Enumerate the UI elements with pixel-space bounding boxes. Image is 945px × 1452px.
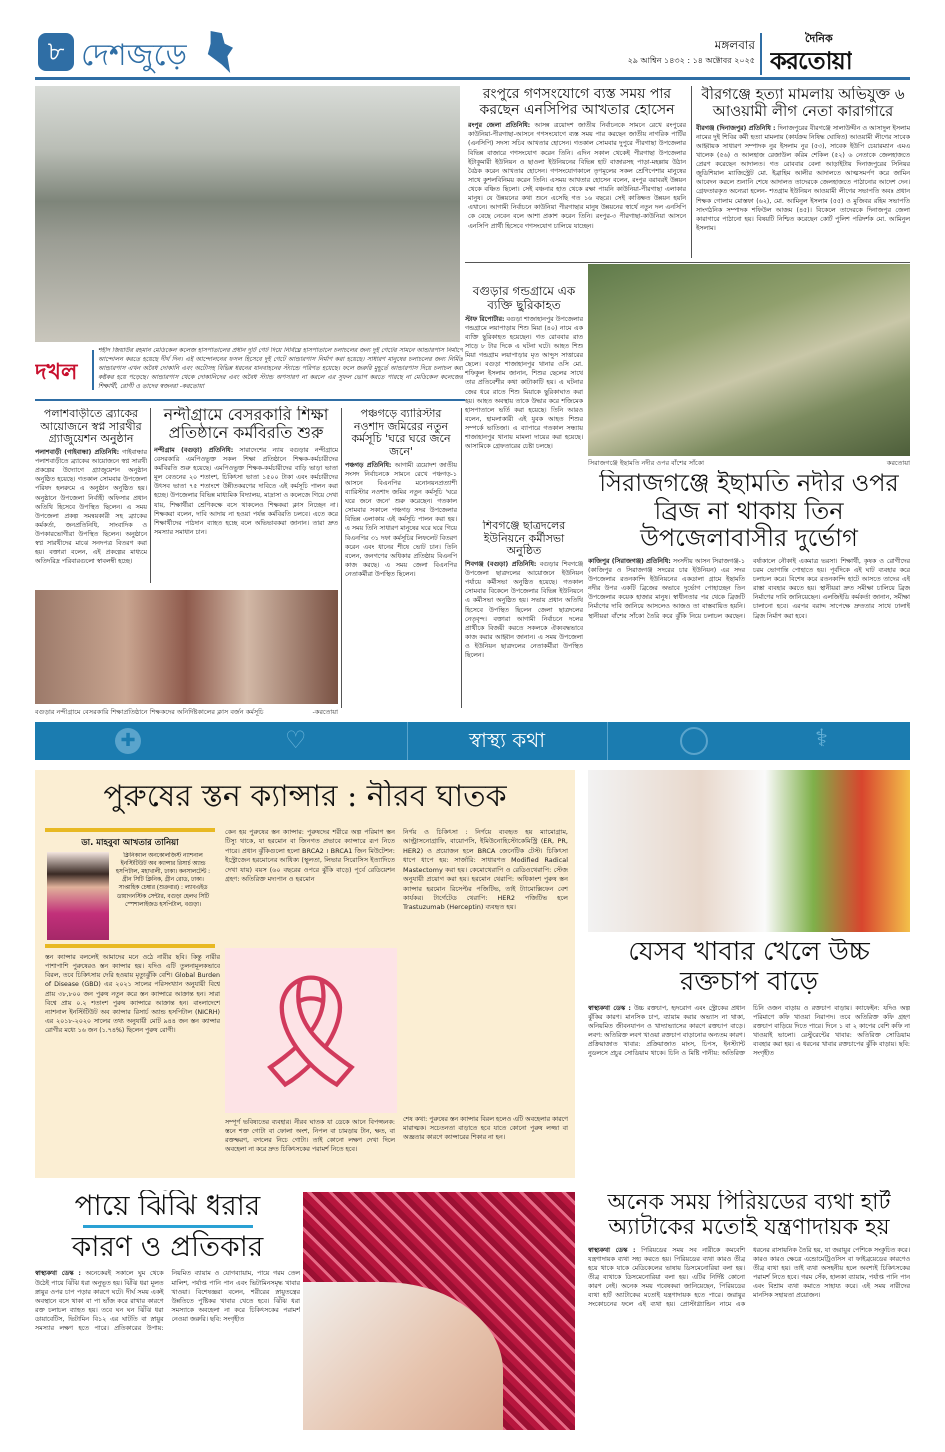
byline: স্টাফ রিপোর্টার: xyxy=(465,315,505,323)
blood-pressure-photo xyxy=(588,770,910,932)
byline: রংপুর জেলা প্রতিনিধি: xyxy=(468,122,531,130)
author-name: ডা. মাহবুবা আখতার তানিয়া xyxy=(81,838,179,848)
nandigram-photo-caption: বগুড়ার নন্দীগ্রামে বেসরকারি শিক্ষাপ্রতিষ্ঠানে শিক্ষকদের অনির্দিষ্টকালের ক্লাস বর্জন কর্মসূচি -করতোয়া xyxy=(35,708,338,716)
story-panchagarh: পঞ্চগড়ে ব্যারিস্টার নওশাদ জমিরের নতুন কর্মসূচি 'ঘরে ঘরে জনে জনে' পঞ্চগড় প্রতিনিধি: আগামী ত্রয়োদশ জাতীয় সংসদ নির্বাচনকে সামনে রেখে পঞ্চগড়-১ আসনে বিএনপির মনোনয়নপ্রত্যাশী ব্যারিস্টার নওশাদ জমির নতুন কর্মসূচি 'ঘরে ঘরে জনে জনে' শুরু করেছেন। গতকাল সোমবার সকালে পঞ্চগড় সদর উপজেলার বিভিন্ন এলাকায় এই কর্মসূচি পালন করা হয়। এ সময় তিনি সাধারণ মানুষের ঘরে ঘরে গিয়ে বিএনপির ৩১ দফা কর্মসূচির লিফলেট বিতরণ করেন এবং ধানের শীষে ভোট চান। তিনি বলেন, জনগণের অধিকার প্রতিষ্ঠায় বিএনপি কাজ করছে। এ সময় জেলা বিএনপির নেতাকর্মীরা উপস্থিত ছিলেন। xyxy=(345,408,457,579)
story-birganj xyxy=(696,86,910,260)
headline-line-1: পায়ে ঝিঁঝি ধরার xyxy=(74,1190,261,1222)
author-photo xyxy=(47,852,109,940)
headline: অনেক সময় পিরিয়ডের ব্যথা হার্ট অ্যাটাকের মতোই যন্ত্রণাদায়ক হয় xyxy=(607,1190,891,1241)
underpass-photo xyxy=(35,86,460,342)
story-palashbari: পলাশবাড়ীতে ব্র্যাকের আয়োজনে স্বপ্ন সারথীর গ্র্যাজুয়েশন অনুষ্ঠান পলাশবাড়ী (গাইবান্ধা) প্রতিনিধি: গাইবান্ধার পলাশবাড়ীতে ব্র্যাকের আয়োজনে স্বপ্ন সারথী প্রকল্পের উদ্যোগে গ্র্যাজুয়েশন অনুষ্ঠান অনুষ্ঠিত হয়েছে। গতকাল সোমবার উপজেলা পরিষদ হলরুমে এ অনুষ্ঠান অনুষ্ঠিত হয়। অনুষ্ঠানে উপজেলা নির্বাহী অফিসার প্রধান অতিথি হিসেবে উপস্থিত ছিলেন। এ সময় উপজেলা প্রকল্প সমন্বয়কারী সহ ব্র্যাকের কর্মকর্তা, জনপ্রতিনিধি, সাংবাদিক ও উপকারভোগীরা উপস্থিত ছিলেন। অনুষ্ঠানে স্বপ্ন সারথীদের মাঝে সনদপত্র বিতরণ করা হয়। বক্তারা বলেন, এই প্রকল্পের মাধ্যমে অতিদরিদ্র পরিবারগুলো স্বাবলম্বী হচ্ছে। xyxy=(35,408,147,566)
paper-logo: করতোয়া xyxy=(770,47,852,75)
author-bio: ক্লিনিক্যাল অনকোলজিস্ট ন্যাশনাল ইনস্টিটিউট অব ক্যান্সার রিসার্চ অ্যান্ড হসপিটাল, মহাখালী, ঢাকা। কনসালটেন্ট : গ্রীন সিটি ক্লিনিক, গ্রীন রোড, ঢাকা। সাপ্তাহিক চেম্বার (শুক্রবার) : ল্যাবএইড ডায়াগনস্টিক সেন্টার, বগুড়া হেলথ সিটি স্পেশালাইজড হসপিটাল, বগুড়া। xyxy=(115,853,211,908)
dokhol-caption: শহীদ জিয়াউর রহমান মেডিকেল কলেজ হাসপাতালের প্রধান দুটি গেট দিয়ে নির্বিঘ্নে হাসপাতালে চলাচলের জন্য দুই গেটের সামনে আন্ডারপাস নির্মাণে আন্দোলন করতে হয়েছে দীর্ঘ দিন। এই আন্দোলনের ফসল হিসেবে দুই গেটে আন্ডারপাস নির্মাণ করা হয়েছে। সাধারণ মানুষের চলাচলের জন্য নির্মিত আন্ডারপাস এখন অবৈধ দোকানি এবং অটোসহ বিভিন্ন ধরনের যানবাহনের স্ট্যান্ডে পরিণত হয়েছে। ফলে জরুরি মুহূর্তে আন্ডারপাস দিয়ে চলাচল করা কষ্টকর হয়ে পড়েছে। আন্ডারপাস থেকে দোকানিদের এবং অবৈধ স্ট্যান্ড অপসারণ না করলে এর সুফল ভোগ করতে পারছে না মেডিকেল কলেজের শিক্ষার্থী, রোগী ও তাদের স্বজনরা -করতোয়া xyxy=(98,347,463,390)
dokhol-label: দখল xyxy=(35,360,78,385)
intro-text: স্তন ক্যান্সার বললেই আমাদের মনে ওঠে নারীর ছবি। কিন্তু নারীর পাশাপাশি পুরুষেরও স্তন ক্যান্সার হয়। যদিও এটি তুলনামূলকভাবে বিরল, তবে চিকিৎসায় দেরি হওয়ায় মৃত্যুঝুঁকি বেশি। Global Burden of Disease (GBD) এর ২০২১ সালের পরিসংখ্যান অনুযায়ী বিশ্বে প্রায় ৩৮,৮০০ জন পুরুষ নতুন করে স্তন ক্যান্সারে আক্রান্ত হন। সারা বিশ্বে প্রায় ০.২ শতাংশ পুরুষ ক্যান্সারে আক্রান্ত হন। বাংলাদেশে ন্যাশনাল ইনস্টিটিউট অব ক্যান্সার রিসার্চ অ্যান্ড হসপিটাল (NICRH) এর ২০১৮-২০২০ সালের তথ্য অনুযায়ী মোট ৯৪৪ জন স্তন ক্যান্সার রোগীর মধ্যে ১৬ জন (১.৭৪%) ছিলেন পুরুষ রোগী। xyxy=(45,954,220,1034)
fetus-icon xyxy=(680,727,708,755)
story-shibganj: শিবগঞ্জে ছাত্রদলের ইউনিয়নে কর্মীসভা অনুষ্ঠিত শিবগঞ্জ (বগুড়া) প্রতিনিধি: বগুড়ার শিবগঞ্জে উপজেলা ছাত্রদলের আয়োজনে ইউনিয়ন পর্যায়ে কর্মীসভা অনুষ্ঠিত হয়েছে। গতকাল সোমবার বিকেলে উপজেলার বিভিন্ন ইউনিয়নে এ কর্মীসভা অনুষ্ঠিত হয়। সভায় প্রধান অতিথি হিসেবে উপস্থিত ছিলেন জেলা ছাত্রদলের নেতৃবৃন্দ। বক্তারা আগামী নির্বাচনে দলের প্রার্থীকে বিজয়ী করতে সকলকে ঐক্যবদ্ধভাবে কাজ করার আহ্বান জানান। এ সময় উপজেলা ও ইউনিয়ন ছাত্রদলের নেতাকর্মীরা উপস্থিত ছিলেন। xyxy=(465,520,583,660)
warning-signs-text: সম্পূর্ণ ভবিষ্যতের ব্যবহার। নীরব ঘাতক যা ডেকে আনে বিপজ্জনক: স্তনে শক্ত গোটা বা ফোলা অংশ, নিপল বা চামড়ায় টান, ক্ষত, বা রক্তক্ষরণ, বগলের নিচে গোটা। তাই কোনো লক্ষণ দেখা দিলে অবহেলা না করে দ্রুত চিকিৎসকের পরামর্শ নিতে হবে। xyxy=(225,1119,395,1154)
headline: বীরগঞ্জে হত্যা মামলায় অভিযুক্ত ৬ আওয়ামী লীগ নেতা কারাগারে xyxy=(701,86,905,121)
stethoscope-icon: ⚕ xyxy=(815,724,828,752)
issue-day: মঙ্গলবার xyxy=(714,38,755,52)
headline: শিবগঞ্জে ছাত্রদলের ইউনিয়নে কর্মীসভা অনুষ্ঠিত xyxy=(482,520,566,558)
story-body: আসন্ন ত্রয়োদশ জাতীয় নির্বাচনকে সামনে রেখে রংপুরের কাউনিয়া-পীরগাছা-আসনে গণসংযোগে ব্যস্ত সময় পার করছেন জাতীয় নাগরিক পার্টির (এনসিপি) সদস্য সচিব আখতার হোসেন। গতকাল সোমবার দুপুরে পীরগাছা উপজেলার বিভিন্ন বাজারে গণসংযোগ করেন তিনি। এদিন সকাল থেকেই পীরগাছা উপজেলার ইটাকুমারী ইউনিয়ন ও ছাওলা ইউনিয়নের বিভিন্ন হাট বাজারসহ পাড়া-মহল্লায় উঠান বৈঠক করেন আখতার হোসেন। গণসংযোগকালে তৃণমূলের সকল শ্রেণিপেশার মানুষের সাথে কুশলবিনিময় করেন তিনি। এসময় আখতার হোসেন বলেন, রংপুর বরাবরই উন্নয়ন থেকে বঞ্চিত ছিলো। সেই বঞ্চনার হাত থেকে রক্ষা পায়নি কাউনিয়া-পীরগাছা এলাকার মানুষ। যে উন্নয়নের কথা শুনে এসেছি গত ১৬ বছরে। সেই কাঙ্ক্ষিত উন্নয়ন হয়নি এখানে। আগামী নির্বাচনে কাউনিয়া পীরগাছার মানুষ উন্নয়নের স্বার্থে নতুন দল এনসিপি কে বেছে নেবেন বলে আশা প্রকাশ করেন তিনি। রংপুর-৩ পীরগাছা-কাউনিয়া আসনে এনসিপি প্রার্থী হিসেবে গণসংযোগ চালিয়ে যাচ্ছেন। xyxy=(468,122,686,230)
feet-photo xyxy=(303,1192,575,1430)
headline-line-2: কারণ ও প্রতিকার xyxy=(71,1230,264,1264)
health-banner-title: স্বাস্থ্য কথা xyxy=(468,728,546,752)
teachers-strike-photo xyxy=(35,590,338,704)
bangladesh-map-icon xyxy=(205,31,233,73)
byline: বীরগঞ্জ (দিনাজপুর) প্রতিনিধি : xyxy=(696,124,776,132)
headline: পলাশবাড়ীতে ব্র্যাকের আয়োজনে স্বপ্ন সারথীর গ্র্যাজুয়েশন অনুষ্ঠান xyxy=(40,408,142,446)
divider xyxy=(35,399,465,401)
page-number-badge: ৮ xyxy=(38,33,74,71)
headline: পুরুষের স্তন ক্যান্সার : নীরব ঘাতক xyxy=(103,780,507,814)
headline: নন্দীগ্রামে বেসরকারি শিক্ষা প্রতিষ্ঠানে কর্মবিরতি শুরু xyxy=(163,406,329,443)
story-nandigram: নন্দীগ্রামে বেসরকারি শিক্ষা প্রতিষ্ঠানে কর্মবিরতি শুরু নন্দীগ্রাম (বগুড়া) প্রতিনিধি: সারাদেশের ন্যায় বগুড়ার নন্দীগ্রামে বেসরকারি এমপিওভুক্ত সকল শিক্ষা প্রতিষ্ঠানে শিক্ষক-কর্মচারীদের কর্মবিরতি শুরু হয়েছে। এমপিওভুক্ত শিক্ষক-কর্মচারীদের বাড়ি ভাড়া ভাতা মূল বেতনের ২০ শতাংশ, চিকিৎসা ভাতা ১৫০০ টাকা এবং কর্মচারীদের উৎসব ভাতা ৭৫ শতাংশে উন্নীতকরণের দাবিতে এই কর্মসূচি পালন করা হচ্ছে। উপজেলার বিভিন্ন মাধ্যমিক বিদ্যালয়, মাদ্রাসা ও কলেজে গিয়ে দেখা যায়, শিক্ষার্থীরা শ্রেণিকক্ষে বসে থাকলেও শিক্ষকরা ক্লাস নিচ্ছেন না। শিক্ষকরা বলেন, দাবি আদায় না হওয়া পর্যন্ত কর্মবিরতি চলবে। এতে করে শিক্ষার্থীদের পাঠদান ব্যাহত হচ্ছে বলে অভিভাবকরা জানান। তারা দ্রুত সমস্যার সমাধান চান। xyxy=(154,406,338,536)
author-box xyxy=(45,828,215,948)
article-tingling-feet: পায়ে ঝিঁঝি ধরার কারণ ও প্রতিকার স্বাস্থ্যকথা ডেস্ক : অনেকেরই সকালে ঘুম থেকে উঠেই পায়ে ঝিঁঝি ধরা অনুভূত হয়। ঝিঁঝি ধরা মূলত স্নায়ুর ওপর চাপ পড়ার কারণে ঘটে। দীর্ঘ সময় একই অবস্থানে বসে থাকা বা পা ভাঁজ করে রাখার কারণে রক্ত চলাচল ব্যাহত হয়। তবে ঘন ঘন ঝিঁঝি ধরা ডায়াবেটিস, ভিটামিন বি১২ এর ঘাটতি বা স্নায়ুর সমস্যার লক্ষণ হতে পারে। প্রতিকারের উপায়: নিয়মিত ব্যায়াম ও যোগব্যায়াম, পায়ে গরম তেল মালিশ, পর্যাপ্ত পানি পান এবং ভিটামিনসমৃদ্ধ খাবার খাওয়া। বিশেষজ্ঞরা বলেন, শরীরের স্নায়ুতন্ত্রের উন্নতিতে পুষ্টিকর খাবার খেতে হবে। ঝিঁঝি ধরা সমস্যাকে অবহেলা না করে চিকিৎসকের পরামর্শ নেওয়া জরুরি। ছবি: সংগৃহীত xyxy=(35,1190,300,1333)
conclusion-text: শেষ কথা: পুরুষের স্তন ক্যান্সার বিরল হলেও এটি অবহেলার কারণে মারাত্মক। সচেতনতা বাড়াতে হবে যাতে কোনো পুরুষ লজ্জা বা অজ্ঞতার কারণে ক্যান্সারের শিকার না হন। xyxy=(403,1116,568,1142)
treatment-text: নির্ণয় ও চিকিৎসা : নির্ণয়ে ব্যবহৃত হয় ম্যামোগ্রাম, আল্ট্রাসনোগ্রাফি, বায়োপসি, ইমিউনোহিস্টোকেমিস্ট্রি (ER, PR, HER2) ও প্রয়োজন হলে BRCA জেনেটিক টেস্ট। চিকিৎসা ধাপে ধাপে হয়: সার্জারি: সাধারণত Modified Radical Mastectomy করা হয়। কেমোথেরাপি ও রেডিওথেরাপি: স্টেজ অনুযায়ী প্রয়োগ করা হয়। হরমোন থেরাপি: অধিকাংশ পুরুষ স্তন ক্যান্সার হরমোন রিসেপ্টর পজিটিভ, তাই ট্যামোক্সিফেন বেশ কার্যকর। টার্গেটেড থেরাপি: HER2 পজিটিভ হলে Trastuzumab (Herceptin) ব্যবহৃত হয়। xyxy=(403,828,568,912)
story-sirajganj: সিরাজগঞ্জে ইছামতি নদীর ওপর ব্রিজ না থাকায় তিন উপজেলাবাসীর দুর্ভোগ কাজিপুর (সিরাজগঞ্জ) প্রতিনিধি: সংসদীয় আসন সিরাজগঞ্জ-১ (কাজিপুর ও সিরাজগঞ্জ সদরের চার ইউনিয়ন) এর সদর উপজেলার রতনকান্দি ইউনিয়নের একডালা গ্রামে ইছামতি নদীর উপর একটি ব্রিজের অভাবে দুর্ভোগ পোহাচ্ছেন তিন উপজেলার কয়েক হাজার মানুষ। স্বাধীনতার পর থেকে ব্রিজটি নির্মাণের দাবি জানিয়ে আসলেও আজও তা বাস্তবায়িত হয়নি। স্থানীয়রা বাঁশের সাঁকো তৈরি করে ঝুঁকি নিয়ে চলাচল করছেন। বর্ষাকালে নৌকাই একমাত্র ভরসা। শিক্ষার্থী, কৃষক ও রোগীদের চরম ভোগান্তি পোহাতে হয়। পূর্বদিকে এই ঘাট ব্যবহার করে চলাচল করে। বিশেষ করে রতনকান্দি হাটে আসতে তাদের এই রাস্তা ব্যবহার করতে হয়। স্থানীয়রা দ্রুত সমীক্ষা চালিয়ে ব্রিজ নির্মাণের দাবি জানিয়েছেন। এলজিইডি কর্মকর্তা জানান, সমীক্ষা চালানো হবে। এরপর বরাদ্দ সাপেক্ষে দ্রুততার সাথে ঢালাই ব্রিজ নির্মাণ করা হবে। xyxy=(588,470,910,620)
article-male-breast-cancer xyxy=(35,770,575,1178)
story-bogura xyxy=(465,285,583,485)
story-body: বগুড়া শাজাহানপুর উপজেলার গন্ডগ্রামে লয়াপাড়ায় শিশু মিয়া (৪০) নামে এক ব্যক্তি ছুরিকাহত হয়েছেন। গত রোববার রাত সাড়ে ৮ টার দিকে এ ঘটনা ঘটে। আহত শিশু মিয়া গন্ডগ্রাম লয়াপাড়ার মৃত আব্দুস সাত্তারের ছেলে। বগুড়া শাজাহানপুর থানার ওসি মো. শফিকুল ইসলাম জানান, শিশুর ছেলের সাথে তার প্রতিবেশীর কথা কাটাকাটি হয়। এ ঘটনার জের ধরে রাতে শিশু মিয়াকে ছুরিকাঘাত করা হয়। আহত অবস্থায় তাকে উদ্ধার করে শজিমেক হাসপাতালে ভর্তি করা হয়েছে। তিনি আরও বলেন, হামলাকারী এই যুবক আহত শিশুর সম্পর্কে ভাতিজা। এ ব্যাপারে গতকাল সন্ধ্যায় শাজাহানপুর থানায় মামলা দায়ের করা হয়েছে। আসামিকে গ্রেফতারের চেষ্টা চলছে। xyxy=(465,315,583,451)
issue-date: ২৯ আশ্বিন ১৪৩২ : ১৪ অক্টোবর ২০২৫ xyxy=(627,56,755,65)
masthead xyxy=(35,25,910,80)
health-banner xyxy=(35,722,910,760)
story-body: দিনাজপুরের বীরগঞ্জে সালাউদ্দীন ও আসাদুল ইসলাম নামের দুই শিবির কর্মী হত্যা মামলায় (কার্যক্রম নিষিদ্ধ ঘোষিত) আওয়ামী লীগের সাবেক আহ্বায়ক সাধারণ সম্পাদক নুর ইসলাম নুর (৫৩), সাবেক ইউপি চেয়ারম্যান এমএ খালেক (৫৬) ও আলহাজ রেজাউল করিম শেকিল (৫২) ৬ নেতাকে জেলহাজতে প্রেরণ করেছেন আদালত। গত রোববার বেলা আড়াইটায় দিনাজপুরের সিনিয়র জুডিশিয়াল ম্যাজিস্ট্রেট মো. ইব্রাহিম আলীর আদালতে আত্মসমর্পণ করে জামিন আবেদন করলে শুনানি শেষে আদালত তাদেরকে জেলহাজতে পাঠানোর আদেশ দেন। গ্রেফতারকৃত অন্যেরা হলেন- শতগ্রাম ইউনিয়ন আওয়ামী লীগের সভাপতি অবঃ প্রধান শিক্ষক গোলাম মোস্তফা (৬২), মো. আমিনুল ইসলাম (৫৫) ও মুজিবর রহিম সভাপতি সাংগঠনিক সম্পাদক শফিউল আজম (৪৫)। বিকেলে তাদেরকে দিনাজপুর জেলা কারাগারে পাঠানো হয়। বিষয়টি নিশ্চিত করেছেন কোর্ট পুলিশ পরিদর্শক মো. আমিনুল ইসলাম। xyxy=(696,124,910,232)
headline: বগুড়ার গন্ডগ্রামে এক ব্যক্তি ছুরিকাহত xyxy=(472,285,576,312)
headline: পঞ্চগড়ে ব্যারিস্টার নওশাদ জমিরের নতুন কর্মসূচি 'ঘরে ঘরে জনে জনে' xyxy=(351,408,451,458)
paper-name-small: দৈনিক xyxy=(805,32,833,45)
ribbon-icon: 🎗 xyxy=(241,966,381,1095)
pink-ribbon-image xyxy=(225,948,397,1113)
heartbeat-icon: ♡ xyxy=(285,726,307,754)
story-rangpur xyxy=(468,86,686,260)
bamboo-bridge-photo xyxy=(588,264,910,456)
causes-text: কেন হয় পুরুষের স্তন ক্যান্সার: পুরুষদের শরীরে অল্প পরিমাণ স্তন টিস্যু থাকে, যা হরমোন বা জিনগত প্রভাবে ক্যান্সারে রূপ নিতে পারে। প্রধান ঝুঁকিগুলো হলো BRCA2 । BRCA1 জিন মিউটেশন: ইস্ট্রোজেন হরমোনের আধিক্য (স্থূলতা, লিভার সিরোসিস ইত্যাদিতে দেখা যায়) বয়স (৬০ বছরের ওপরে ঝুঁকি বাড়ে) পূর্বে রেডিয়েশন গ্রহণ: অতিরিক্ত মদ্যপান ও হরমোন xyxy=(225,828,395,884)
article-blood-pressure: যেসব খাবার খেলে উচ্চ রক্তচাপ বাড়ে স্বাস্থ্যকথা ডেস্ক : উচ্চ রক্তচাপ, হৃদরোগ এবং স্ট্রোকের প্রধান ঝুঁকির কারণ। মানসিক চাপ, ব্যায়াম করার অভ্যাস না থাকা, অনিয়মিত জীবনযাপন ও খাদ্যাভ্যাসের কারণে রক্তচাপ বাড়ে। লবণ: অতিরিক্ত লবণ খাওয়া রক্তচাপ বাড়ানোর অন্যতম কারণ। প্রক্রিয়াজাত খাবার: প্রক্রিয়াজাত মাংস, চিপস, ইনস্ট্যান্ট নুডলসে প্রচুর সোডিয়াম থাকে। চিনি ও মিষ্টি পানীয়: অতিরিক্ত চিনি ওজন বাড়ায় ও রক্তচাপ বাড়ায়। ক্যাফেইন: যদিও অল্প পরিমাণে কফি খাওয়া নিরাপদ। তবে অতিরিক্ত কফি গ্রহণ রক্তচাপ বাড়িয়ে দিতে পারে। দিনে ১ বা ২ কাপের বেশি কফি না খাওয়াই ভালো। রেস্টুরেন্টের খাবার: অতিরিক্ত সোডিয়াম ব্যবহার করা হয়। এ ধরনের খাবার রক্তচাপের ঝুঁকি বাড়ায়। ছবি: সংগৃহীত xyxy=(588,938,910,1058)
sirajganj-photo-caption: সিরাজগঞ্জে ইছামতি নদীর ওপর বাঁশের সাঁকো করতোয়া xyxy=(588,459,910,467)
headline: যেসব খাবার খেলে উচ্চ রক্তচাপ বাড়ে xyxy=(628,938,870,997)
section-title: দেশজুড়ে xyxy=(81,38,187,73)
medical-cross-icon: ✚ xyxy=(115,728,141,754)
headline: রংপুরে গণসংযোগে ব্যস্ত সময় পার করছেন এনসিপির আখতার হোসেন xyxy=(479,86,675,119)
headline: সিরাজগঞ্জে ইছামতি নদীর ওপর ব্রিজ না থাকায় তিন উপজেলাবাসীর দুর্ভোগ xyxy=(599,470,899,553)
article-period-pain: অনেক সময় পিরিয়ডের ব্যথা হার্ট অ্যাটাকের মতোই যন্ত্রণাদায়ক হয় স্বাস্থ্যকথা ডেস্ক : পিরিয়ডের সময় সব নারীকে কমবেশি যন্ত্রণাদায়ক ব্যথা সহ্য করতে হয়। পিরিয়ডের ব্যথা কারও তীব্র হয়ে থাকে যাকে মেডিকেলের ভাষায় ডিসমেনোরিয়া বলা হয়। তীব্র ব্যথাকে ডিসমেনোরিয়া বলা হয়। এটির নির্দিষ্ট কোনো কারণ নেই। অনেক সময় গবেষকরা জানিয়েছেন, পিরিয়ডের ব্যথা হার্ট অ্যাটাকের মতোই যন্ত্রণাদায়ক হতে পারে। জরায়ুর সংকোচনের ফলে এই ব্যথা হয়। প্রোস্টাগ্ল্যান্ডিন নামে এক ধরনের রাসায়নিক তৈরি হয়, যা জরায়ুর পেশিকে সংকুচিত করে। কারও কারও ক্ষেত্রে এন্ডোমেট্রিওসিস বা ফাইব্রয়েডের কারণেও তীব্র ব্যথা হয়। তাই ব্যথা অসহনীয় হলে অবশ্যই চিকিৎসকের পরামর্শ নিতে হবে। গরম সেঁক, হালকা ব্যায়াম, পর্যাপ্ত পানি পান এবং বিশ্রাম ব্যথা কমাতে সাহায্য করে। এই সময় নারীদের মানসিক সহায়তা প্রয়োজন। xyxy=(588,1190,910,1309)
